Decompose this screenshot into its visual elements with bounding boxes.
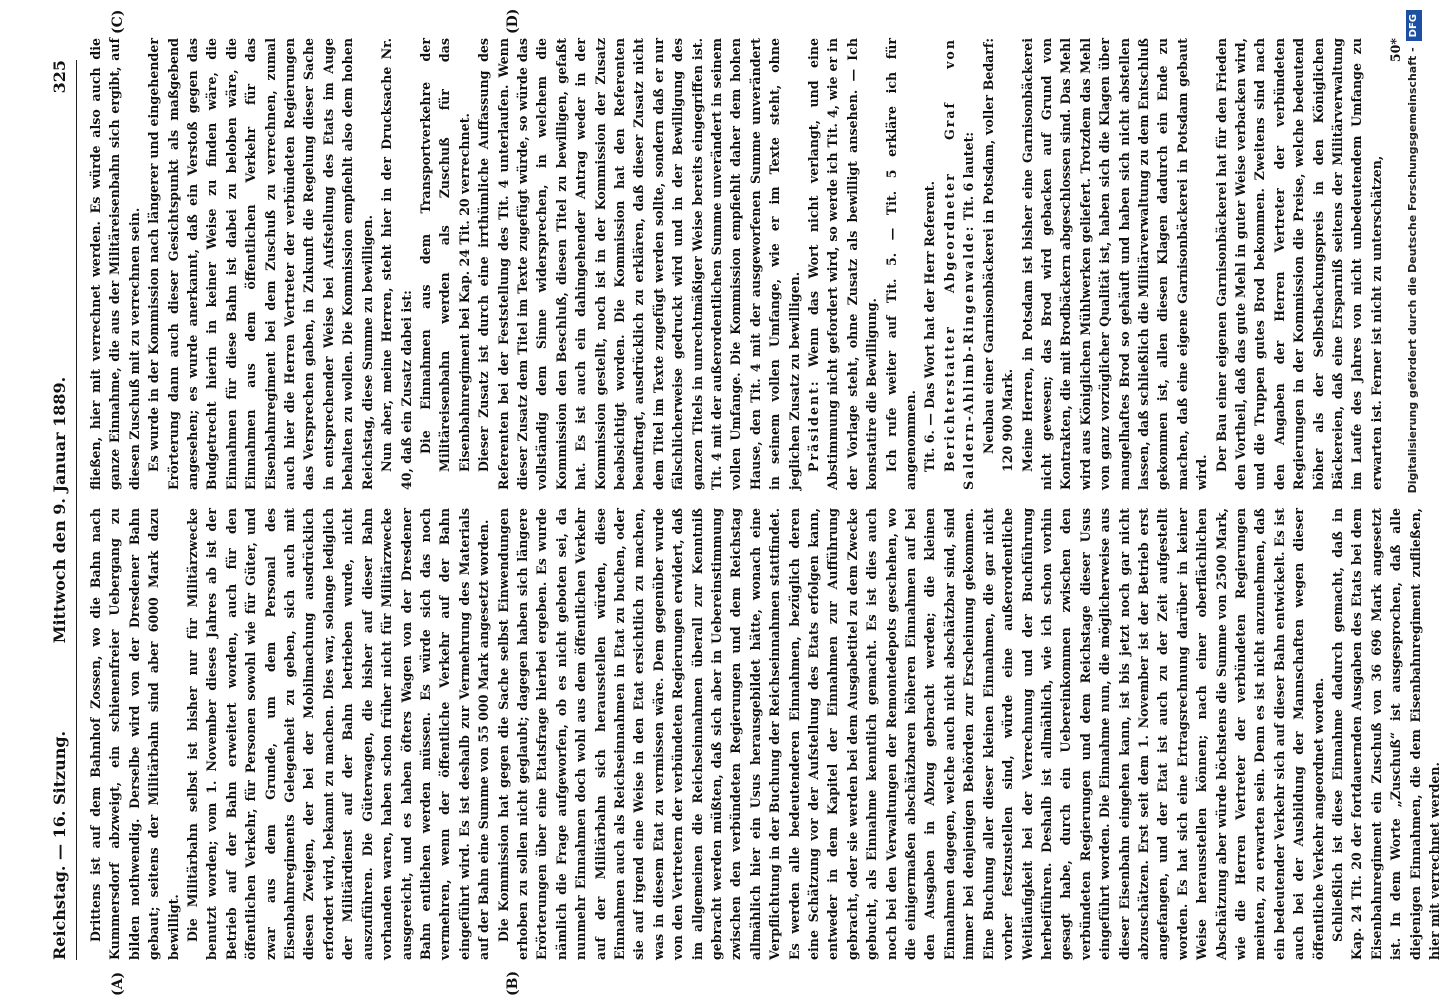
paragraph: Der Bau einer eigenen Garnisonbäckerei hat für den Frieden den Vortheil, daß das gute Mehl in guter Weise verbacken wird, und die Truppen gutes Brod bekommen. Zweitens sind nach den Angaben der Herren Vertreter der verbündeten Regierungen in der Kommission die Preise, welche bedeutend höher als der Selbstbackungspreis in den Königlichen Bäckereien, daß eine Ersparniß seitens der Militärverwaltung im Laufe des Jahres von nicht unbedeutendem Umfange zu erwarten ist. Ferner ist nicht zu unterschätzen, bbox=[1213, 38, 1384, 490]
quoted-text: Die Einnahmen aus dem Transportverkehre der Militäreisenbahn werden als Zuschuß für das Eisenbahnregiment bei Kap. 24 Tit. 20 verrechnet. bbox=[417, 38, 472, 472]
signature-mark: 50* bbox=[1388, 38, 1404, 63]
digitization-note bbox=[1398, 10, 1428, 990]
paragraph: Schließlich ist diese Einnahme dadurch gemacht, daß in Kap. 24 Tit. 20 der fortdauernden Ausgaben des Etats bei dem Eisenbahnregiment ein Zuschuß von 36 696 Mark angesetzt ist. In dem Worte „Zuschuß“ ist ausgesprochen, daß alle diejenigen Einnahmen, die dem Eisenbahnregiment zufließen, hier mit verrechnet werden. bbox=[1330, 508, 1443, 960]
digitization-text: Digitalisierung gefördert durch die Deutsche Forschungsgemeinschaft - bbox=[1406, 47, 1419, 494]
paragraph: Meine Herren, in Potsdam ist bisher eine Garnisonbäckerei nicht gewesen; das Brod wird gebacken auf Grund von Kontrakten, die mit Brodbäckern abgeschlossen sind. Das Mehl wird aus Königlichen Mühlwerken geliefert. Trotzdem das Mehl von ganz vorzüglicher Qualität ist, haben sich die Klagen über mangelhaftes Brod so gehäuft und haben sich nicht abstellen lassen, daß schließlich die Militärverwaltung zu dem Entschluß gekommen ist, allen diesen Klagen dadurch ein Ende zu machen, daß eine eigene Garnisonbäckerei in Potsdam gebaut wird. bbox=[1019, 38, 1210, 490]
paragraph: Tit. 6 lautet: bbox=[961, 131, 977, 221]
paragraph: Die Militärbahn selbst ist bisher nur für Militärzwecke benutzt worden; vom 1. November dieses Jahres ab ist der Betrieb auf der Bahn erweitert worden, auch für den öffentlichen Verkehr, für Personen sowohl wie für Güter, und zwar aus dem Grunde, um dem Personal des Eisenbahnregiments Gelegenheit zu geben, sich auch mit diesen Zweigen, der bei der Mobilmachung ausdrücklich erfordert wird, bekannt zu machen. Dies war, solange lediglich der Militärdienst auf der Bahn betrieben wurde, nicht auszuführen. Die Güterwagen, die bisher auf dieser Bahn vorhanden waren, haben schon früher nicht für Militärzwecke ausgereicht, und es haben öfters Wagen von der Dresdener Bahn entliehen werden müssen. Es würde sich das noch vermehren, wenn der öffentliche Verkehr auf der Bahn eingeführt wird. Es ist deshalb zur Vermehrung des Materials auf der Bahn eine Summe von 55 000 Mark angesetzt worden. bbox=[185, 508, 492, 960]
speaker-label: Berichterstatter Abgeordneter Graf von Saldern-Ahlimb-Ringenwalde: bbox=[941, 38, 977, 490]
marker-a: (A) bbox=[110, 971, 126, 996]
page-header bbox=[50, 60, 77, 960]
paragraph: Wenn das Wort nicht verlangt, und eine Abstimmung nicht gefordert wird, so werde ich Tit. 4, wie er in der Vorlage steht, ohne Zusatz als bewilligt ansehen. — Ich konstatire die Bewilligung. bbox=[806, 37, 880, 490]
paragraph: Es wurde in der Kommission nach längerer und eingehender Erörterung dann auch dieser Gesichtspunkt als maßgebend angesehen; es wurde anerkannt, daß ein Verstoß gegen das Budgetrecht hierin in keiner Weise zu finden wäre, die Einnahmen für diese Bahn ist dabei zu beloben wäre, die Einnahmen aus dem öffentlichen Verkehr für das Eisenbahnregiment bei dem Zuschuß zu verrechnen, zumal auch hier die Herren Vertreter der verbündeten Regierungen das Versprechen gaben, in Zukunft die Regelung dieser Sache in entsprechender Weise bei Aufstellung des Etats im Auge behalten zu wollen. Die Kommission empfiehlt also dem hohen Reichstag, diese Summe zu bewilligen. bbox=[146, 38, 375, 490]
paragraph: Dieser Zusatz ist durch eine irrthümliche Auffassung des Referenten bei der Feststellung des Tit. 4 unterlaufen. Wenn dieser Zusatz dem Titel im Texte zugefügt würde, so würde das vollständig dem Sinne widersprechen, in welchem die Kommission den Beschluß, diesen Titel zu bewilligen, gefaßt hat. Es ist auch ein dahingehender Antrag weder in der Kommission gestellt, noch ist in der Kommission der Zusatz beabsichtigt worden. Die Kommission hat den Referenten beauftragt, ausdrücklich zu erklären, daß dieser Zusatz nicht dem Titel im Texte zugefügt werden sollte, sondern daß er nur fälschlicherweise gedruckt wird und in der Bewilligung des ganzen Titels in unrechtmäßiger Weise bereits eingegriffen ist. Tit. 4 mit der außerordentlichen Summe unverändert in seinem vollen Umfange. Die Kommission empfiehlt daher dem hohen Hause, den Tit. 4 mit der ausgeworfenen Summe unverändert in seinem vollen Umfange, wie er im Texte steht, ohne jeglichen Zusatz zu bewilligen. bbox=[476, 38, 802, 490]
paragraph: Nun aber, meine Herren, steht hier in der Drucksache Nr. 40, daß ein Zusatz dabei ist: bbox=[379, 38, 414, 490]
header-left: Reichstag. — 16. Sitzung. bbox=[50, 730, 69, 960]
page-number: 325 bbox=[50, 60, 69, 94]
speaker-label: Präsident: bbox=[806, 379, 822, 472]
quoted-text: Neubau einer Garnisonbäckerei in Potsdam, voller Bedarf: 120 900 Mark. bbox=[980, 38, 1016, 472]
paragraph: fließen, hier mit verrechnet werden. Es würde also auch die ganze Einnahme, die aus der Militäreisenbahn sich ergibt, auf diesen Zuschuß mit zu verrechnen sein. bbox=[88, 38, 142, 490]
dfg-logo: DFG bbox=[1406, 10, 1422, 41]
header-date: Mittwoch den 9. Januar 1889. bbox=[50, 376, 69, 644]
paragraph: Tit. 6. — Das Wort hat der Herr Referent. bbox=[922, 181, 938, 472]
paragraph: Drittens ist auf dem Bahnhof Zossen, wo die Bahn nach Kummersdorf abzweigt, ein schienenfreier Uebergang zu bilden nothwendig. Derselbe wird von der Dresdener Bahn gebaut; seitens der Militärbahn sind aber 6000 Mark dazu bewilligt. bbox=[88, 508, 181, 960]
marker-c: (C) bbox=[110, 9, 126, 34]
paragraph: Die Kommission hat gegen die Sache selbst Einwendungen erhoben zu sollen nicht geglaubt; dagegen haben sich längere Erörterungen über eine Etatsfrage hierbei ergeben. Es wurde nämlich die Frage aufgeworfen, ob es nicht geboten sei, da nunmehr Einnahmen doch wohl aus dem öffentlichen Verkehr auf der Militärbahn sich herausstellen würden, diese Einnahmen auch als Reichseinnahmen in Etat zu buchen, oder sie auf irgend eine Weise in den Etat ersichtlich zu machen, was in diesem Etat zu vermissen wäre. Dem gegenüber wurde von den Vertretern der verbündeten Regierungen erwidert, daß im allgemeinen die Reichseinnahmen überall zur Kenntniß gebracht werden müßten, daß sich aber in Uebereinstimmung zwischen den verbündeten Regierungen und dem Reichstag allmählich hier ein Usus herausgebildet hätte, wonach eine Verpflichtung in der Buchung der Reichseinnahmen stattfindet. Es werden alle bedeutenderen Einnahmen, bezüglich deren eine Schätzung vor der Aufstellung des Etats erfolgen kann, entweder in dem Kapitel der Einnahmen zur Aufführung gebracht, oder sie werden bei dem Ausgabetitel zu dem Zwecke gebucht, als Einnahme kenntlich gemacht. Es ist dies auch noch bei den Verwaltungen der Remontedepots geschehen, wo die einigermaßen abschätzbaren höheren Einnahmen auf bei den Ausgaben in Abzug gebracht werden; die kleinen Einnahmen dagegen, welche auch nicht abschätzbar sind, sind immer bei denjenigen Behörden zur Erscheinung gekommen. Eine Buchung aller dieser kleinen Einnahmen, die gar nicht vorher festzustellen sind, würde eine außerordentliche Weitläufigkeit bei der Verrechnung und der Buchführung herbeiführen. Deshalb ist allmählich, wie ich schon vorhin gesagt habe, durch ein Uebereinkommen zwischen den verbündeten Regierungen und dem Reichstage dieser Usus eingeführt worden. Die Einnahme nun, die möglicherweise aus dieser Eisenbahn eingehen kann, ist bis jetzt noch gar nicht abzuschätzen. Erst seit dem 1. November ist der Betrieb erst angefangen, und der Etat ist auch zu der Zeit aufgestellt worden. Es hat sich eine Ertragsrechnung darüber in keiner Weise herausstellen können; nach einer oberflächlichen Abschätzung aber würde höchstens die Summe von 2500 Mark, wie die Herren Vertreter der verbündeten Regierungen meinten, zu erwarten sein. Denn es ist nicht anzunehmen, daß ein bedeutender Verkehr sich auf dieser Bahn entwickelt. Es ist auch bei der Ausbildung der Mannschaften wegen dieser öffentliche Verkehr angeordnet worden. bbox=[495, 508, 1326, 960]
marker-d: (D) bbox=[505, 8, 521, 34]
paragraph: Ich rufe weiter auf Tit. 5. — Tit. 5 erkläre ich für angenommen. bbox=[883, 38, 919, 490]
column-right bbox=[86, 37, 1404, 490]
column-left bbox=[86, 508, 1443, 960]
marker-b: (B) bbox=[505, 970, 521, 996]
